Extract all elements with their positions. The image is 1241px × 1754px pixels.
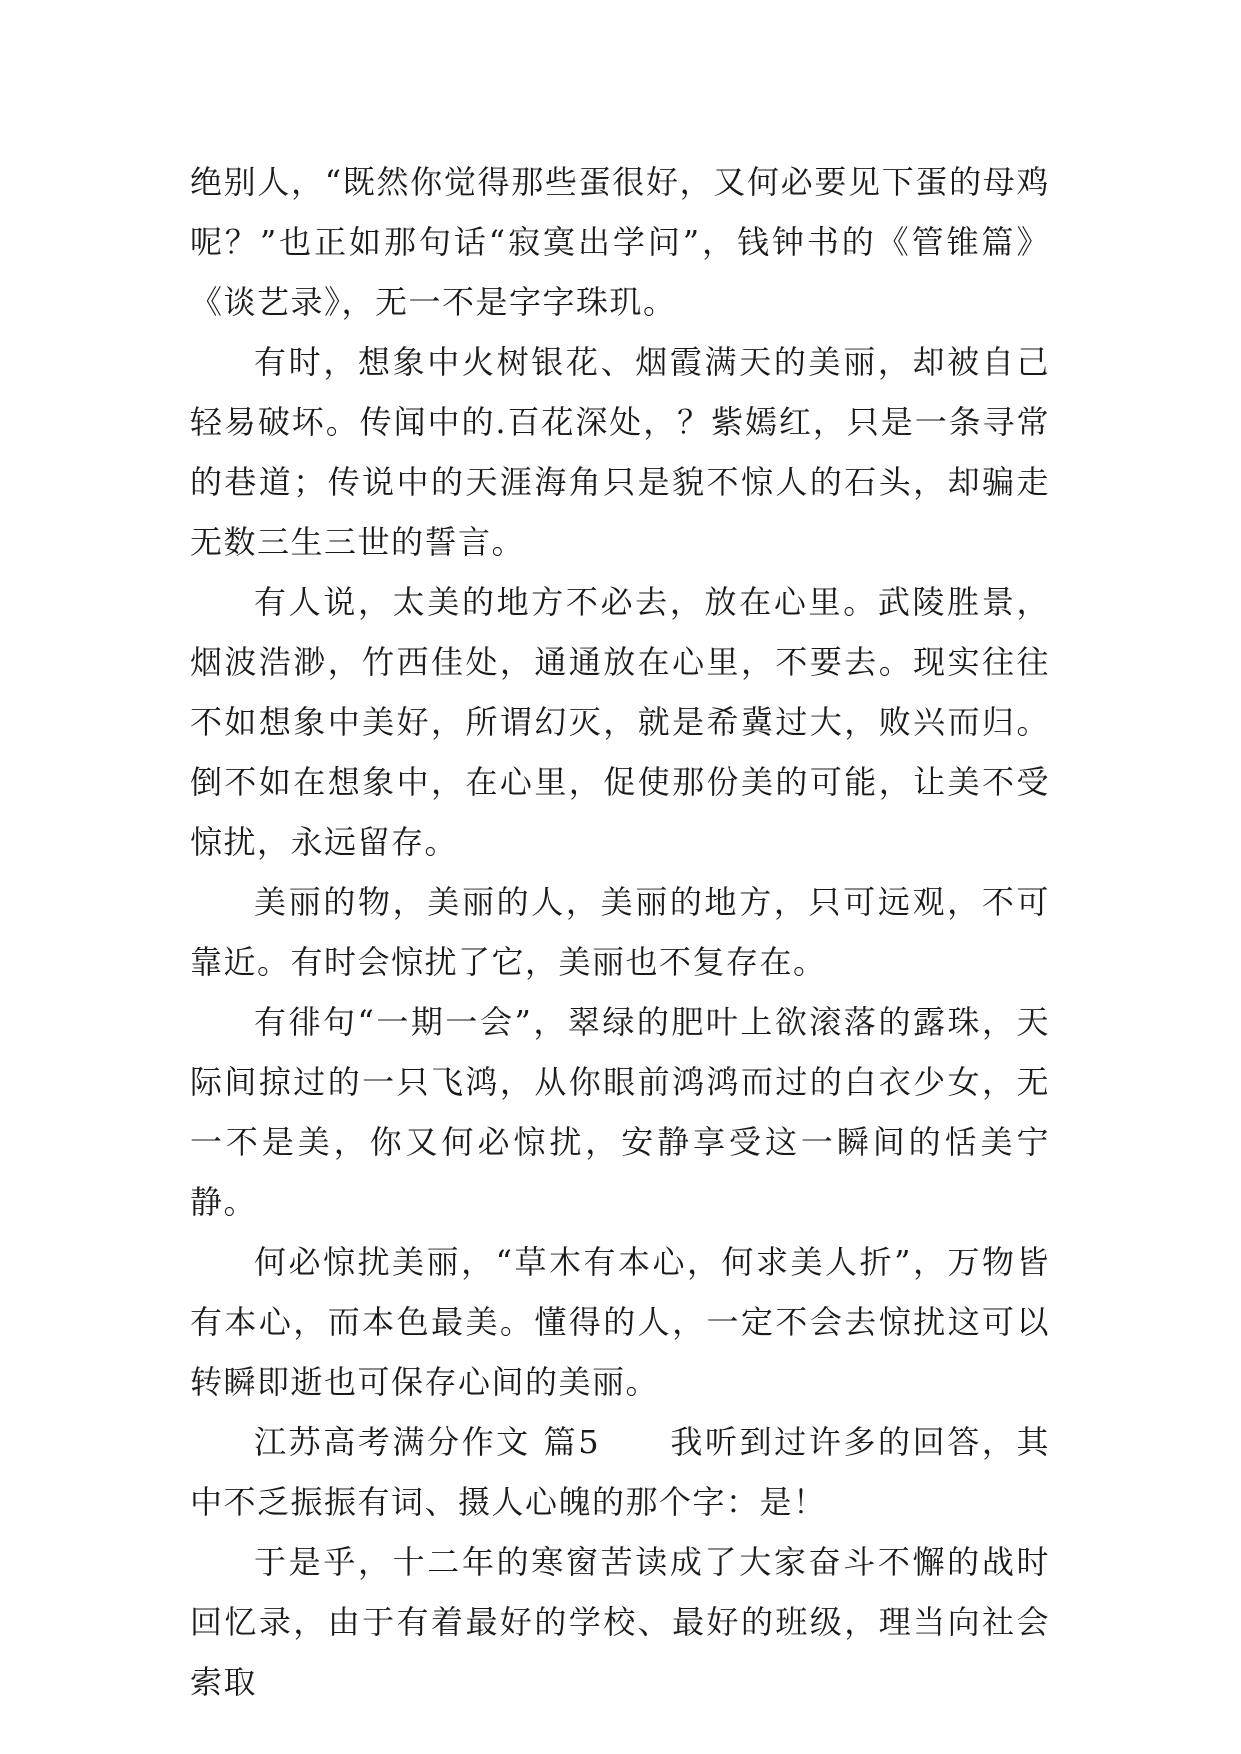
paragraph-8: 于是乎，十二年的寒窗苦读成了大家奋斗不懈的战时回忆录，由于有着最好的学校、最好的班级，理当向社会索取 bbox=[190, 1543, 1050, 1701]
paragraph-7-section-heading: 江苏高考满分作文 篇5 我听到过许多的回答，其中不乏振振有词、摄人心魄的那个字：是！ bbox=[190, 1423, 1050, 1521]
paragraph-6: 何必惊扰美丽，“草木有本心，何求美人折”，万物皆有本心，而本色最美。懂得的人，一定不会去惊扰这可以转瞬即逝也可保存心间的美丽。 bbox=[190, 1243, 1050, 1401]
paragraph-1: 绝别人，“既然你觉得那些蛋很好，又何必要见下蛋的母鸡呢？”也正如那句话“寂寞出学问”，钱钟书的《管锥篇》《谈艺录》，无一不是字字珠玑。 bbox=[190, 163, 1050, 321]
paragraph-2: 有时，想象中火树银花、烟霞满天的美丽，却被自己轻易破坏。传闻中的.百花深处，？紫嫣红，只是一条寻常的巷道；传说中的天涯海角只是貌不惊人的石头，却骗走无数三生三世的誓言。 bbox=[190, 343, 1050, 561]
document-body bbox=[190, 152, 1050, 1712]
paragraph-4: 美丽的物，美丽的人，美丽的地方，只可远观，不可靠近。有时会惊扰了它，美丽也不复存在。 bbox=[190, 883, 1050, 981]
paragraph-5: 有徘句“一期一会”，翠绿的肥叶上欲滚落的露珠，天际间掠过的一只飞鸿，从你眼前鸿鸿而过的白衣少女，无一不是美，你又何必惊扰，安静享受这一瞬间的恬美宁静。 bbox=[190, 1003, 1050, 1221]
paragraph-3: 有人说，太美的地方不必去，放在心里。武陵胜景，烟波浩渺，竹西佳处，通通放在心里，不要去。现实往往不如想象中美好，所谓幻灭，就是希冀过大，败兴而归。倒不如在想象中，在心里，促使那份美的可能，让美不受惊扰，永远留存。 bbox=[190, 583, 1050, 861]
